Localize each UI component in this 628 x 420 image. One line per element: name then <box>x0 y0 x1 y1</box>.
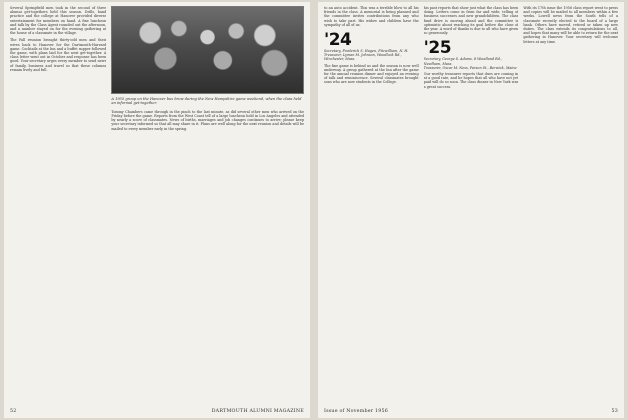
class-secretary: Secretary, Frederick S. Hagen, Fitzwilliam, N. H. <box>324 49 409 54</box>
right-column-2 <box>424 6 519 402</box>
left-column-1 <box>10 6 106 402</box>
issue-date: Issue of November 1956 <box>324 409 388 414</box>
left-page <box>4 2 310 418</box>
body-text: With its 17th issue the 1956 class report went to press and copies will be mailed to all members within a few weeks. Lowell news from the South tells of a classmate recently elected to the board of a large bank. Others have moved, retired or taken up new duties. The class extends its congratulations to all, and hopes that many will be able to return for the next gathering in Hanover. Your secretary will welcome letters at any time. <box>523 6 619 44</box>
class-group-photo <box>111 6 304 94</box>
body-text: Our worthy treasurer reports that dues are coming in at a good rate, and he hopes that all who have not yet paid will do so soon. The class dinner in New York was a great success. <box>423 72 519 89</box>
body-text: his past reports that show just what the class has been doing. Letters come in from far and wide, telling of business successes and new grandchildren. The class fund drive is moving ahead and the committee is optimistic about reaching its goal before the close of the year. A word of thanks is due to all who have given so generously. <box>423 6 519 36</box>
body-text: The Fall reunion brought thirty-odd men and their wives back to Hanover for the Dartmouth-Harvard game. Cocktails at the Inn and a buffet supper followed the game, with plans laid for the next get-together. A class letter went out in October and response has been good. Your secretary urges every member to send news of family, business and travel so that these columns remain lively and full. <box>10 38 107 72</box>
class-year: '24 <box>324 30 352 51</box>
body-text: to an auto accident. This was a terrible blow to all his friends in the class. A memorial is being planned and the committee invites contributions from any who wish to take part. His widow and children have the sympathy of all of us. <box>324 6 419 27</box>
class-heading-1924 <box>324 32 419 62</box>
body-text: The fine game is behind us and the season is now well underway. A group gathered at the Inn after the game for the annual reunion dinner and enjoyed an evening of talk and reminiscence. Several classmates brought sons who are now students in the College. <box>324 63 419 85</box>
class-treasurer: Treasurer, Oscar M. Ness, Parson St., Berwick, Maine <box>423 65 517 70</box>
right-column-3 <box>523 6 618 402</box>
right-column-1 <box>324 6 419 402</box>
left-column-2 <box>111 6 304 402</box>
page-number: 53 <box>611 409 618 414</box>
class-heading-1925 <box>424 40 519 70</box>
class-treasurer: Treasurer, Lyman M. Johnson, Woodlock Rd., Winchester, Mass. <box>324 53 402 62</box>
right-page <box>318 2 624 418</box>
page-footer <box>324 409 618 414</box>
body-text: Several Springfield men took in the second of three alumni get-togethers held this season. Drills, band practice and the college at Hanover provided diverse entertainment for members on hand. A fine luncheon and talk by the Class Agent rounded out the afternoon, and a number stayed on for the evening gathering at the house of a classmate in the village. <box>10 6 107 36</box>
photo-caption: A 1955 group on the Hanover bus brow during the New Hampshire game weekend, when the class held an informal get-together. <box>111 97 302 106</box>
class-year: '25 <box>423 38 452 59</box>
magazine-name: DARTMOUTH ALUMNI MAGAZINE <box>211 409 304 414</box>
body-text: Tommy Chambers came through in the pinch to the last minute, as did several other men who arrived on the Friday before the game. Reports from the West Coast tell of a large luncheon held in Los Angeles and attended by nearly a score of classmates. News of births, marriages and job changes continues to arrive; please keep your secretary informed so that all may share in it. Plans are well along for the next reunion and details will be mailed to every member early in the spring. <box>111 109 304 131</box>
class-secretary: Secretary, George S. Adams, 8 Woodland Rd., Needham, Mass. <box>423 57 503 66</box>
page-number: 52 <box>10 409 17 414</box>
page-footer <box>10 409 304 414</box>
